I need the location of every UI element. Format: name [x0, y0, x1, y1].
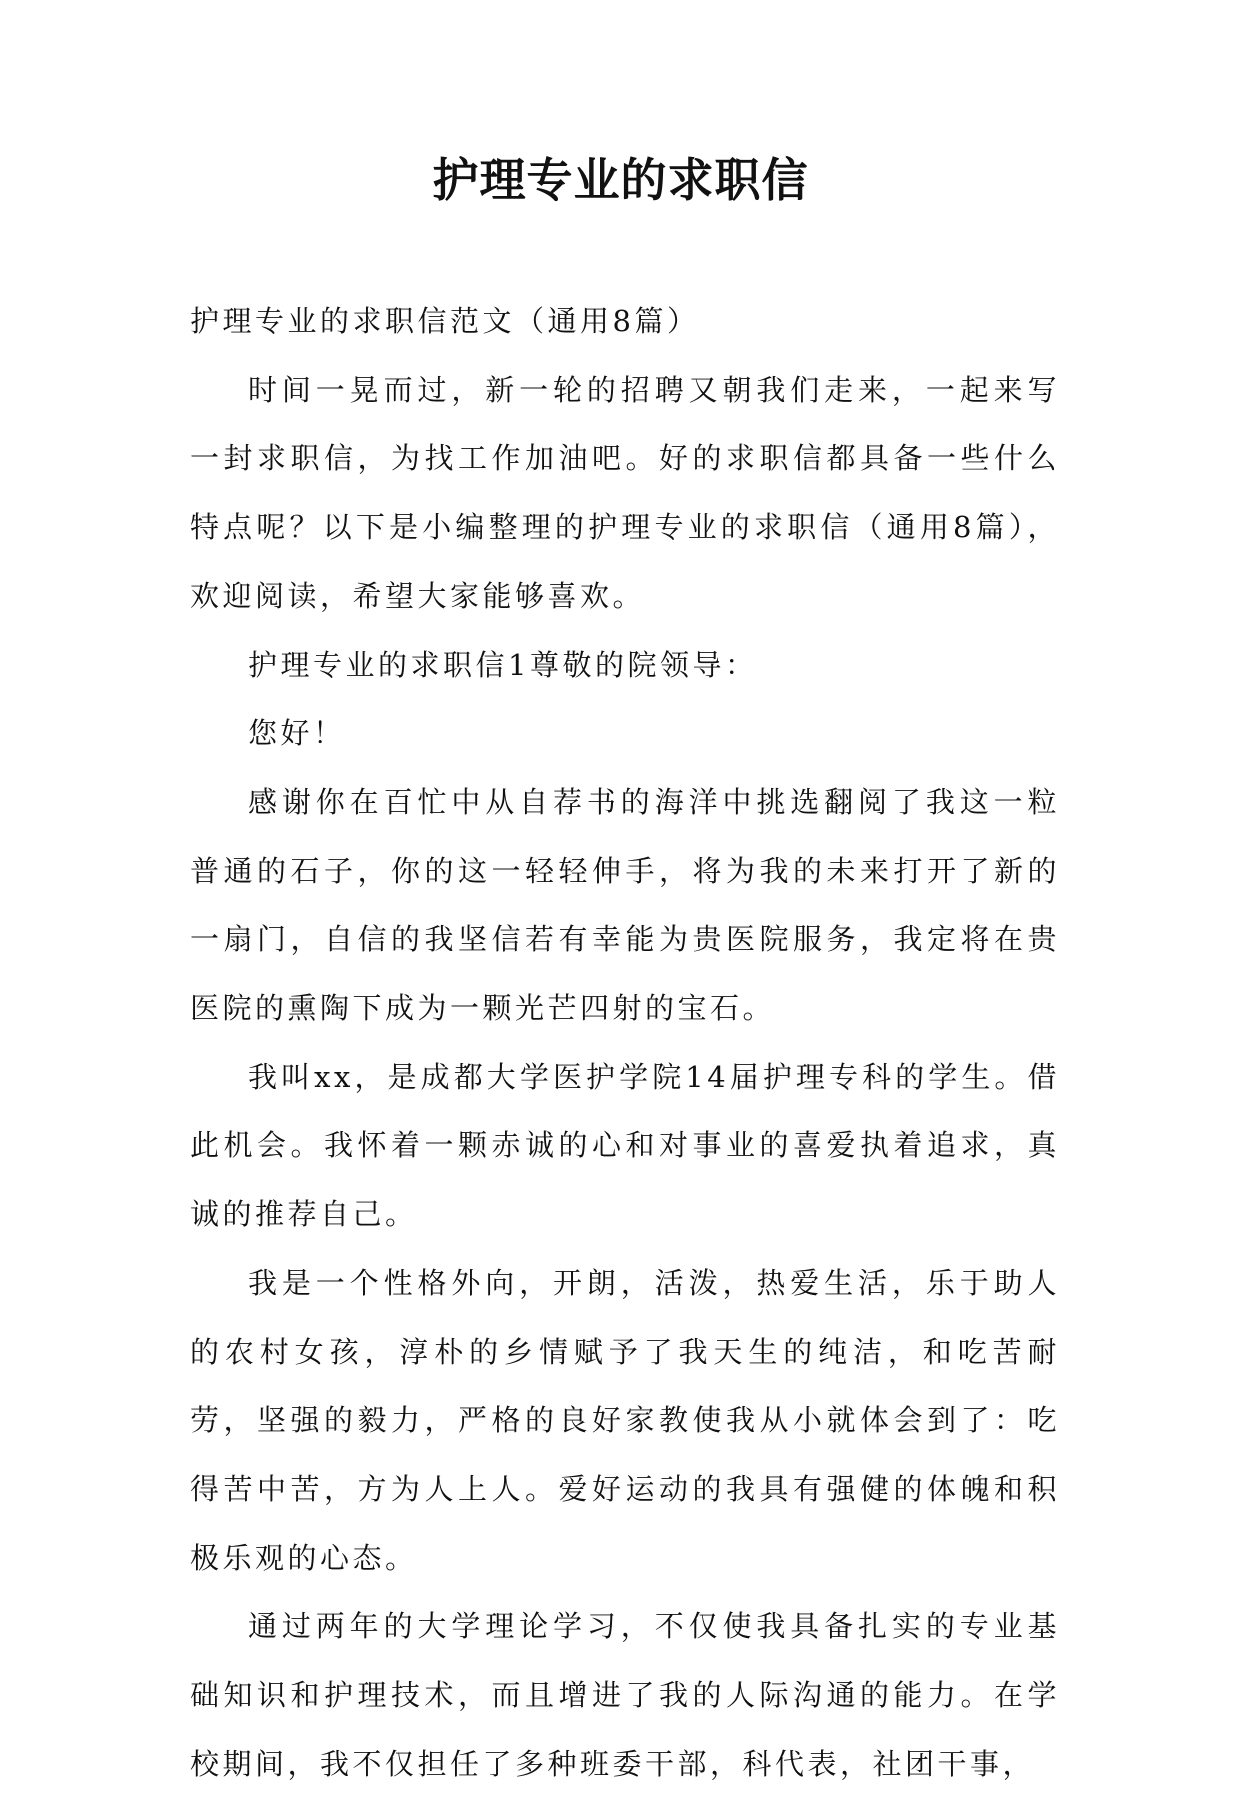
body-paragraph: 我是一个性格外向，开朗，活泼，热爱生活，乐于助人的农村女孩，淳朴的乡情赋予了我天生的纯洁，和吃苦耐劳，坚强的毅力，严格的良好家教使我从小就体会到了：吃得苦中苦，方为人上人。爱好运动的我具有强健的体魄和积极乐观的心态。 — [190, 1265, 1060, 1575]
intro-paragraph: 时间一晃而过，新一轮的招聘又朝我们走来，一起来写一封求职信，为找工作加油吧。好的求职信都具备一些什么特点呢？以下是小编整理的护理专业的求职信（通用8篇），欢迎阅读，希望大家能够喜欢。 — [190, 372, 1060, 613]
document-title: 护理专业的求职信 — [432, 153, 809, 207]
subtitle-paragraph: 护理专业的求职信范文（通用8篇） — [190, 304, 700, 338]
body-paragraph: 感谢你在百忙中从自荐书的海洋中挑选翻阅了我这一粒普通的石子，你的这一轻轻伸手，将为我的未来打开了新的一扇门，自信的我坚信若有幸能为贵医院服务，我定将在贵医院的熏陶下成为一颗光芒四射的宝石。 — [190, 784, 1060, 1026]
body-paragraph: 通过两年的大学理论学习，不仅使我具备扎实的专业基础知识和护理技术，而且增进了我的人际沟通的能力。在学校期间，我不仅担任了多种班委干部，科代表，社团干事， — [190, 1609, 1060, 1781]
letter-heading-paragraph: 护理专业的求职信1尊敬的院领导： — [248, 647, 758, 682]
body-paragraph: 我叫xx，是成都大学医护学院14届护理专科的学生。借此机会。我怀着一颗赤诚的心和对事业的喜爱执着追求，真诚的推荐自己。 — [190, 1059, 1060, 1232]
document-body — [190, 287, 1060, 1798]
greeting-paragraph: 您好！ — [248, 716, 346, 751]
